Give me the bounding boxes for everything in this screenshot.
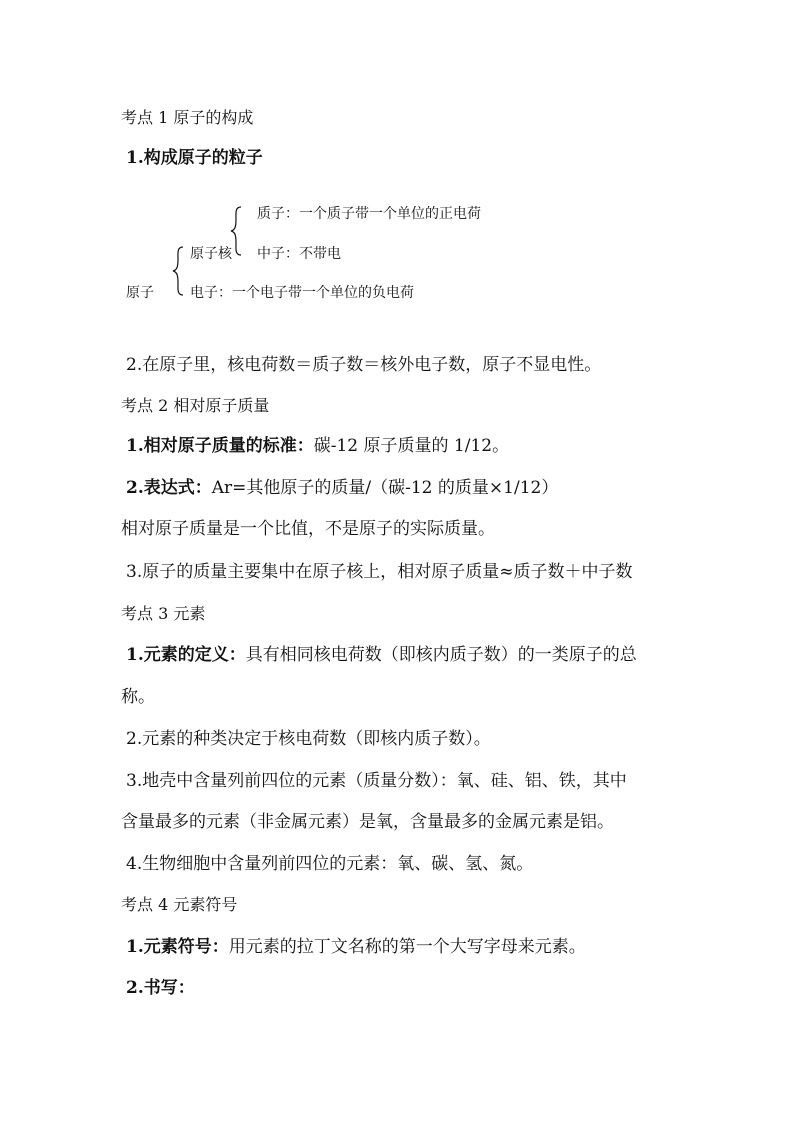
paragraph: 称。 [121,687,155,707]
section-heading-2: 考点 2 相对原子质量 [121,396,270,415]
paragraph: 3.地壳中含量列前四位的元素（质量分数）：氧、硅、铝、铁，其中 [126,771,627,791]
atom-label: 原子 [126,285,154,301]
list-item [126,478,558,498]
neutron-label: 中子：不带电 [257,246,341,262]
paragraph: 含量最多的元素（非金属元素）是氧，含量最多的金属元素是铝。 [121,812,614,832]
list-item [126,937,586,957]
proton-label: 质子：一个质子带一个单位的正电荷 [257,206,481,222]
paragraph: 相对原子质量是一个比值，不是原子的实际质量。 [121,519,495,539]
paragraph: 2.元素的种类决定于核电荷数（即核内质子数）。 [126,729,491,749]
list-item [126,436,509,456]
item-bold-label: 2.书写： [126,978,195,998]
item-text: 用元素的拉丁文名称的第一个大写字母来元素。 [228,937,586,957]
paragraph: 2.在原子里，核电荷数＝质子数＝核外电子数，原子不显电性。 [126,355,602,375]
section-heading-1: 考点 1 原子的构成 [121,108,254,127]
section-heading-3: 考点 3 元素 [121,604,206,623]
item-text: 具有相同核电荷数（即核内质子数）的一类原子的总 [245,645,637,665]
item-bold-label: 1.元素的定义： [126,645,246,665]
item-bold-label: 1.相对原子质量的标准： [126,436,314,456]
item-bold-label: 1.元素符号： [126,937,229,957]
item-bold-label: 2.表达式： [126,478,212,498]
paragraph: 4.生物细胞中含量列前四位的元素：氧、碳、氢、氮。 [126,854,534,874]
nucleus-label: 原子核 [190,246,232,262]
list-item [126,645,637,665]
item-text: Ar=其他原子的质量/（碳-12 的质量×1/12） [211,478,559,498]
electron-label: 电子：一个电子带一个单位的负电荷 [190,285,414,301]
paragraph: 3.原子的质量主要集中在原子核上，相对原子质量≈质子数＋中子数 [126,562,633,582]
brace-atom [171,245,187,297]
item-text: 碳-12 原子质量的 1/12。 [313,436,510,456]
item-bold-label: 1.构成原子的粒子 [126,148,263,168]
section-heading-4: 考点 4 元素符号 [121,895,238,914]
